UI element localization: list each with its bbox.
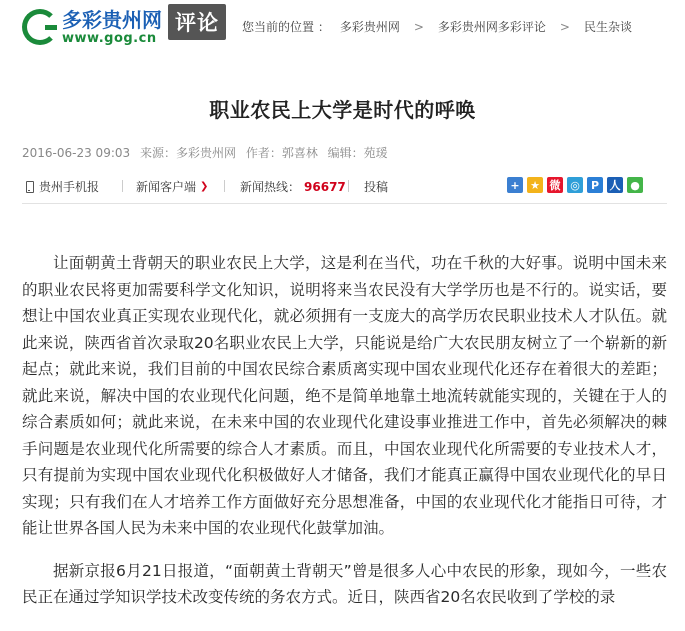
- submit-label: 投稿: [364, 180, 389, 194]
- share-renren-icon[interactable]: 人: [607, 177, 623, 193]
- breadcrumb: [242, 18, 632, 35]
- article-body: [22, 250, 667, 627]
- toolbar-divider: [348, 180, 349, 192]
- hotline-label: 新闻热线：: [240, 180, 301, 194]
- breadcrumb-item-category[interactable]: 民生杂谈: [583, 20, 632, 34]
- mobile-news-link[interactable]: [26, 178, 99, 195]
- article-paragraph: 让面朝黄土背朝天的职业农民上大学，这是利在当代，功在千秋的大好事。说明中国未来的职业农民将更加需要科学文化知识，说明将来当农民没有大学学历也是不行的。说实话，要想让中国农业真正实现农业现代化，就必须拥有一支庞大的高学历农民职业技术人才队伍。就此来说，陕西省首次录取20名职业农民上大学，只能说是给广大农民朋友树立了一个崭新的新起点；就此来说，我们目前的中国农民综合素质离实现中国农业现代化还存在着很大的差距；就此来说，解决中国的农业现代化问题，绝不是简单地靠土地流转就能实现的，关键在于人的综合素质如何；就此来说，在未来中国的农业现代化建设事业推进工作中，首先必须解决的棘手问题是农业现代化所需要的综合人才素质。而且，中国农业现代化所需要的专业技术人才，只有提前为实现中国农业现代化积极做好人才储备，我们才能真正赢得中国农业现代化的早日实现；只有我们在人才培养工作方面做好充分思想准备，中国的农业现代化才能指日可待，才能让世界各国人民为未来中国的农业现代化鼓掌加油。: [22, 254, 667, 537]
- breadcrumb-item-comment[interactable]: 多彩贵州网多彩评论: [437, 20, 546, 34]
- article-source: 来源：多彩贵州网: [139, 146, 236, 160]
- chevron-down-icon: ❯: [200, 181, 209, 192]
- news-client-dropdown[interactable]: [136, 178, 208, 195]
- article-title: 职业农民上大学是时代的呼唤: [209, 98, 476, 122]
- share-buttons: [507, 177, 643, 193]
- share-more-icon[interactable]: +: [507, 177, 523, 193]
- article-paragraph: 据新京报6月21日报道，“面朝黄土背朝天”曾是很多人心中农民的形象，现如今，一些农民正在通过学知识学技术改变传统的务农方式。近日，陕西省20名农民收到了学校的录: [22, 561, 667, 606]
- article-meta: [22, 144, 394, 161]
- mobile-news-label: 贵州手机报: [39, 180, 100, 194]
- news-hotline: [240, 178, 346, 195]
- toolbar-divider: [224, 180, 225, 192]
- article-author: 作者：郭喜林: [245, 146, 318, 160]
- share-tencent-weibo-icon[interactable]: ◎: [567, 177, 583, 193]
- breadcrumb-separator: >: [559, 19, 570, 34]
- logo-g-icon: [22, 9, 58, 45]
- site-header: [0, 0, 685, 56]
- share-wechat-icon[interactable]: ●: [627, 177, 643, 193]
- article-toolbar: [22, 170, 667, 204]
- toolbar-divider: [122, 180, 123, 192]
- share-weibo-icon[interactable]: 微: [547, 177, 563, 193]
- share-qzone-icon[interactable]: ★: [527, 177, 543, 193]
- hotline-number: 96677: [304, 179, 346, 194]
- submit-article-link[interactable]: [364, 178, 388, 195]
- site-logo[interactable]: [22, 6, 162, 48]
- section-badge: 评论: [168, 4, 226, 40]
- breadcrumb-prefix: 您当前的位置 ：: [242, 20, 330, 34]
- share-qq-icon[interactable]: P: [587, 177, 603, 193]
- phone-icon: [26, 181, 34, 193]
- breadcrumb-separator: >: [413, 19, 424, 34]
- article-datetime: 2016-06-23 09:03: [22, 146, 131, 160]
- breadcrumb-item-home[interactable]: 多彩贵州网: [339, 20, 400, 34]
- logo-name: 多彩贵州网: [62, 7, 162, 32]
- article-editor: 编辑：苑瑗: [327, 146, 388, 160]
- news-client-label: 新闻客户端: [136, 180, 197, 194]
- logo-url: www.gog.cn: [62, 30, 157, 46]
